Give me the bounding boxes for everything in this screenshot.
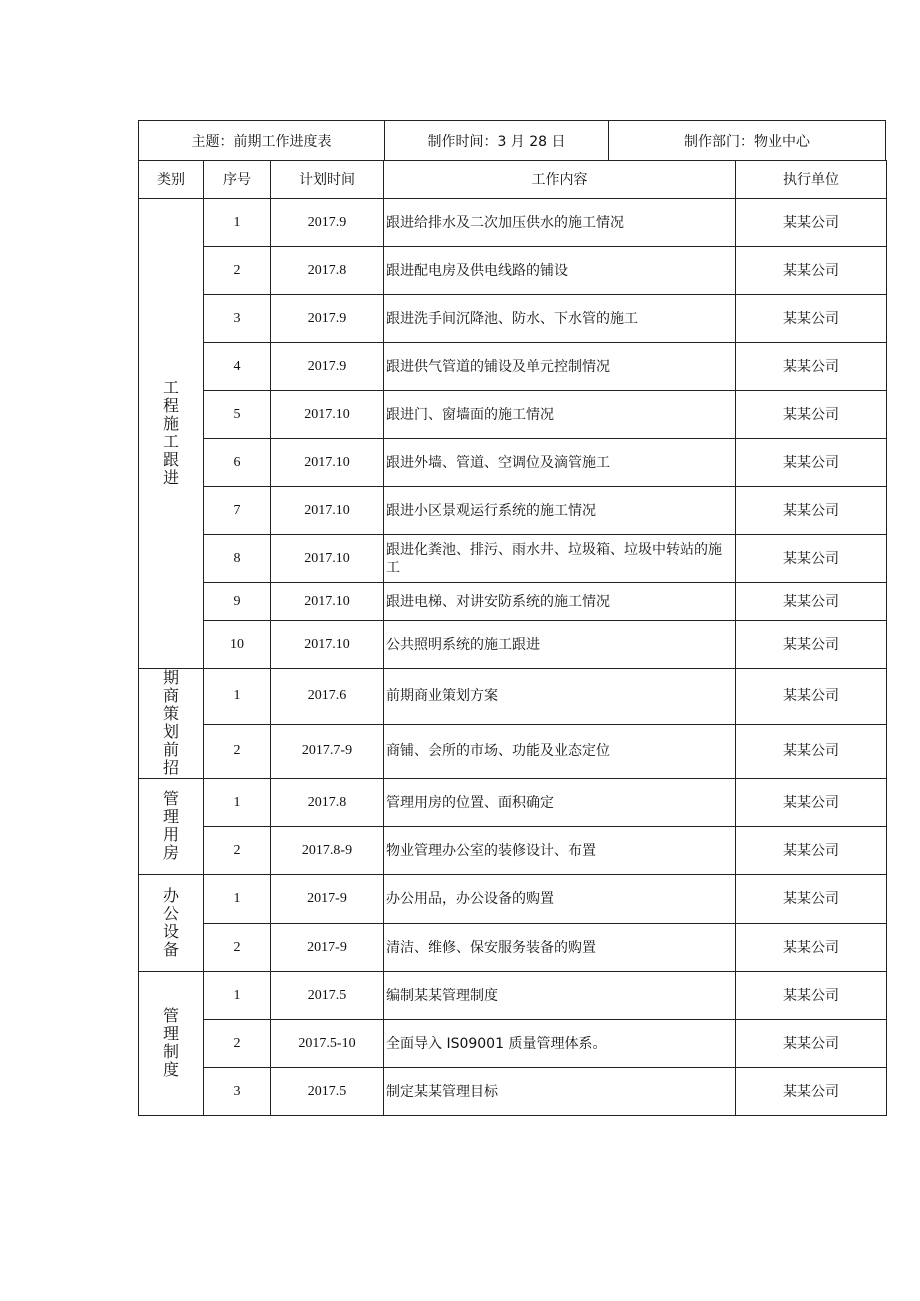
column-header-no: 序号 [204, 161, 271, 199]
row-number: 10 [204, 621, 271, 669]
row-work-content: 跟进洗手间沉降池、防水、下水管的施工 [384, 295, 736, 343]
table-row [139, 1068, 887, 1116]
row-number: 2 [204, 247, 271, 295]
column-header-row [139, 161, 887, 199]
row-exec-unit: 某某公司 [736, 924, 887, 972]
row-work-content: 跟进配电房及供电线路的铺设 [384, 247, 736, 295]
row-work-content: 跟进小区景观运行系统的施工情况 [384, 487, 736, 535]
table-row [139, 875, 887, 924]
row-work-content: 跟进电梯、对讲安防系统的施工情况 [384, 583, 736, 621]
row-plan-date: 2017-9 [271, 875, 384, 924]
row-plan-date: 2017.10 [271, 487, 384, 535]
row-plan-date: 2017.8-9 [271, 827, 384, 875]
row-work-content: 制定某某管理目标 [384, 1068, 736, 1116]
row-number: 9 [204, 583, 271, 621]
row-work-content: 管理用房的位置、面积确定 [384, 779, 736, 827]
row-exec-unit: 某某公司 [736, 669, 887, 725]
category-label: 管理制度 [162, 1006, 179, 1079]
table-row [139, 827, 887, 875]
row-plan-date: 2017.6 [271, 669, 384, 725]
category-label: 期商策划前招 [162, 668, 179, 777]
column-header-content: 工作内容 [384, 161, 736, 199]
row-plan-date: 2017.7-9 [271, 724, 384, 778]
row-number: 6 [204, 439, 271, 487]
row-plan-date: 2017.8 [271, 779, 384, 827]
row-exec-unit: 某某公司 [736, 972, 887, 1020]
table-row [139, 343, 887, 391]
table-row [139, 391, 887, 439]
table-row [139, 1020, 887, 1068]
row-exec-unit: 某某公司 [736, 343, 887, 391]
row-plan-date: 2017.5 [271, 1068, 384, 1116]
row-plan-date: 2017.10 [271, 391, 384, 439]
row-plan-date: 2017.9 [271, 199, 384, 247]
table-row [139, 199, 887, 247]
sheet-made-dept: 制作部门：物业中心 [684, 133, 810, 150]
table-row [139, 779, 887, 827]
row-number: 1 [204, 669, 271, 725]
category-label: 工程施工跟进 [162, 378, 179, 487]
row-plan-date: 2017.8 [271, 247, 384, 295]
row-exec-unit: 某某公司 [736, 583, 887, 621]
row-number: 5 [204, 391, 271, 439]
row-work-content: 跟进化粪池、排污、雨水井、垃圾箱、垃圾中转站的施工 [384, 535, 736, 583]
category-cell [139, 199, 204, 669]
row-plan-date: 2017.10 [271, 583, 384, 621]
row-exec-unit: 某某公司 [736, 724, 887, 778]
row-number: 3 [204, 295, 271, 343]
table-row [139, 439, 887, 487]
table-row [139, 669, 887, 725]
row-number: 4 [204, 343, 271, 391]
row-number: 7 [204, 487, 271, 535]
table-row [139, 487, 887, 535]
category-label: 办公设备 [162, 885, 179, 959]
row-plan-date: 2017.10 [271, 621, 384, 669]
row-work-content: 物业管理办公室的装修设计、布置 [384, 827, 736, 875]
row-plan-date: 2017.5-10 [271, 1020, 384, 1068]
table-row [139, 621, 887, 669]
column-header-date: 计划时间 [271, 161, 384, 199]
table-row [139, 247, 887, 295]
category-cell [139, 779, 204, 875]
progress-sheet [138, 120, 886, 1116]
row-plan-date: 2017.10 [271, 535, 384, 583]
row-work-content: 编制某某管理制度 [384, 972, 736, 1020]
row-exec-unit: 某某公司 [736, 779, 887, 827]
table-row [139, 924, 887, 972]
category-label: 管理用房 [162, 789, 179, 862]
row-exec-unit: 某某公司 [736, 1068, 887, 1116]
row-work-content: 跟进门、窗墙面的施工情况 [384, 391, 736, 439]
row-exec-unit: 某某公司 [736, 199, 887, 247]
row-work-content: 跟进外墙、管道、空调位及滴管施工 [384, 439, 736, 487]
row-number: 3 [204, 1068, 271, 1116]
row-number: 8 [204, 535, 271, 583]
row-number: 2 [204, 1020, 271, 1068]
table-row [139, 724, 887, 778]
row-exec-unit: 某某公司 [736, 827, 887, 875]
row-exec-unit: 某某公司 [736, 1020, 887, 1068]
row-number: 2 [204, 827, 271, 875]
row-number: 1 [204, 875, 271, 924]
row-work-content: 清洁、维修、保安服务装备的购置 [384, 924, 736, 972]
row-work-content: 公共照明系统的施工跟进 [384, 621, 736, 669]
row-exec-unit: 某某公司 [736, 439, 887, 487]
row-plan-date: 2017.5 [271, 972, 384, 1020]
category-cell [139, 875, 204, 972]
row-work-content: 商铺、会所的市场、功能及业态定位 [384, 724, 736, 778]
row-plan-date: 2017.9 [271, 295, 384, 343]
table-row [139, 295, 887, 343]
row-plan-date: 2017.9 [271, 343, 384, 391]
row-work-content: 全面导入 IS09001 质量管理体系。 [384, 1020, 736, 1068]
category-cell [139, 972, 204, 1116]
column-header-unit: 执行单位 [736, 161, 887, 199]
row-plan-date: 2017-9 [271, 924, 384, 972]
row-number: 1 [204, 972, 271, 1020]
row-exec-unit: 某某公司 [736, 391, 887, 439]
row-number: 1 [204, 199, 271, 247]
row-exec-unit: 某某公司 [736, 535, 887, 583]
row-plan-date: 2017.10 [271, 439, 384, 487]
table-row [139, 583, 887, 621]
column-header-category: 类别 [139, 161, 204, 199]
table-row [139, 972, 887, 1020]
row-exec-unit: 某某公司 [736, 487, 887, 535]
row-work-content: 前期商业策划方案 [384, 669, 736, 725]
row-work-content: 跟进供气管道的铺设及单元控制情况 [384, 343, 736, 391]
row-exec-unit: 某某公司 [736, 875, 887, 924]
row-exec-unit: 某某公司 [736, 621, 887, 669]
row-exec-unit: 某某公司 [736, 247, 887, 295]
row-exec-unit: 某某公司 [736, 295, 887, 343]
row-number: 1 [204, 779, 271, 827]
row-number: 2 [204, 724, 271, 778]
table-row [139, 535, 887, 583]
sheet-header [138, 120, 886, 160]
row-number: 2 [204, 924, 271, 972]
row-work-content: 跟进给排水及二次加压供水的施工情况 [384, 199, 736, 247]
sheet-made-time: 制作时间：3 月 28 日 [385, 121, 609, 160]
progress-table [138, 160, 887, 1116]
row-work-content: 办公用品，办公设备的购置 [384, 875, 736, 924]
category-cell [139, 669, 204, 779]
sheet-subject: 主题：前期工作进度表 [139, 121, 385, 160]
progress-table-body [139, 161, 887, 1116]
